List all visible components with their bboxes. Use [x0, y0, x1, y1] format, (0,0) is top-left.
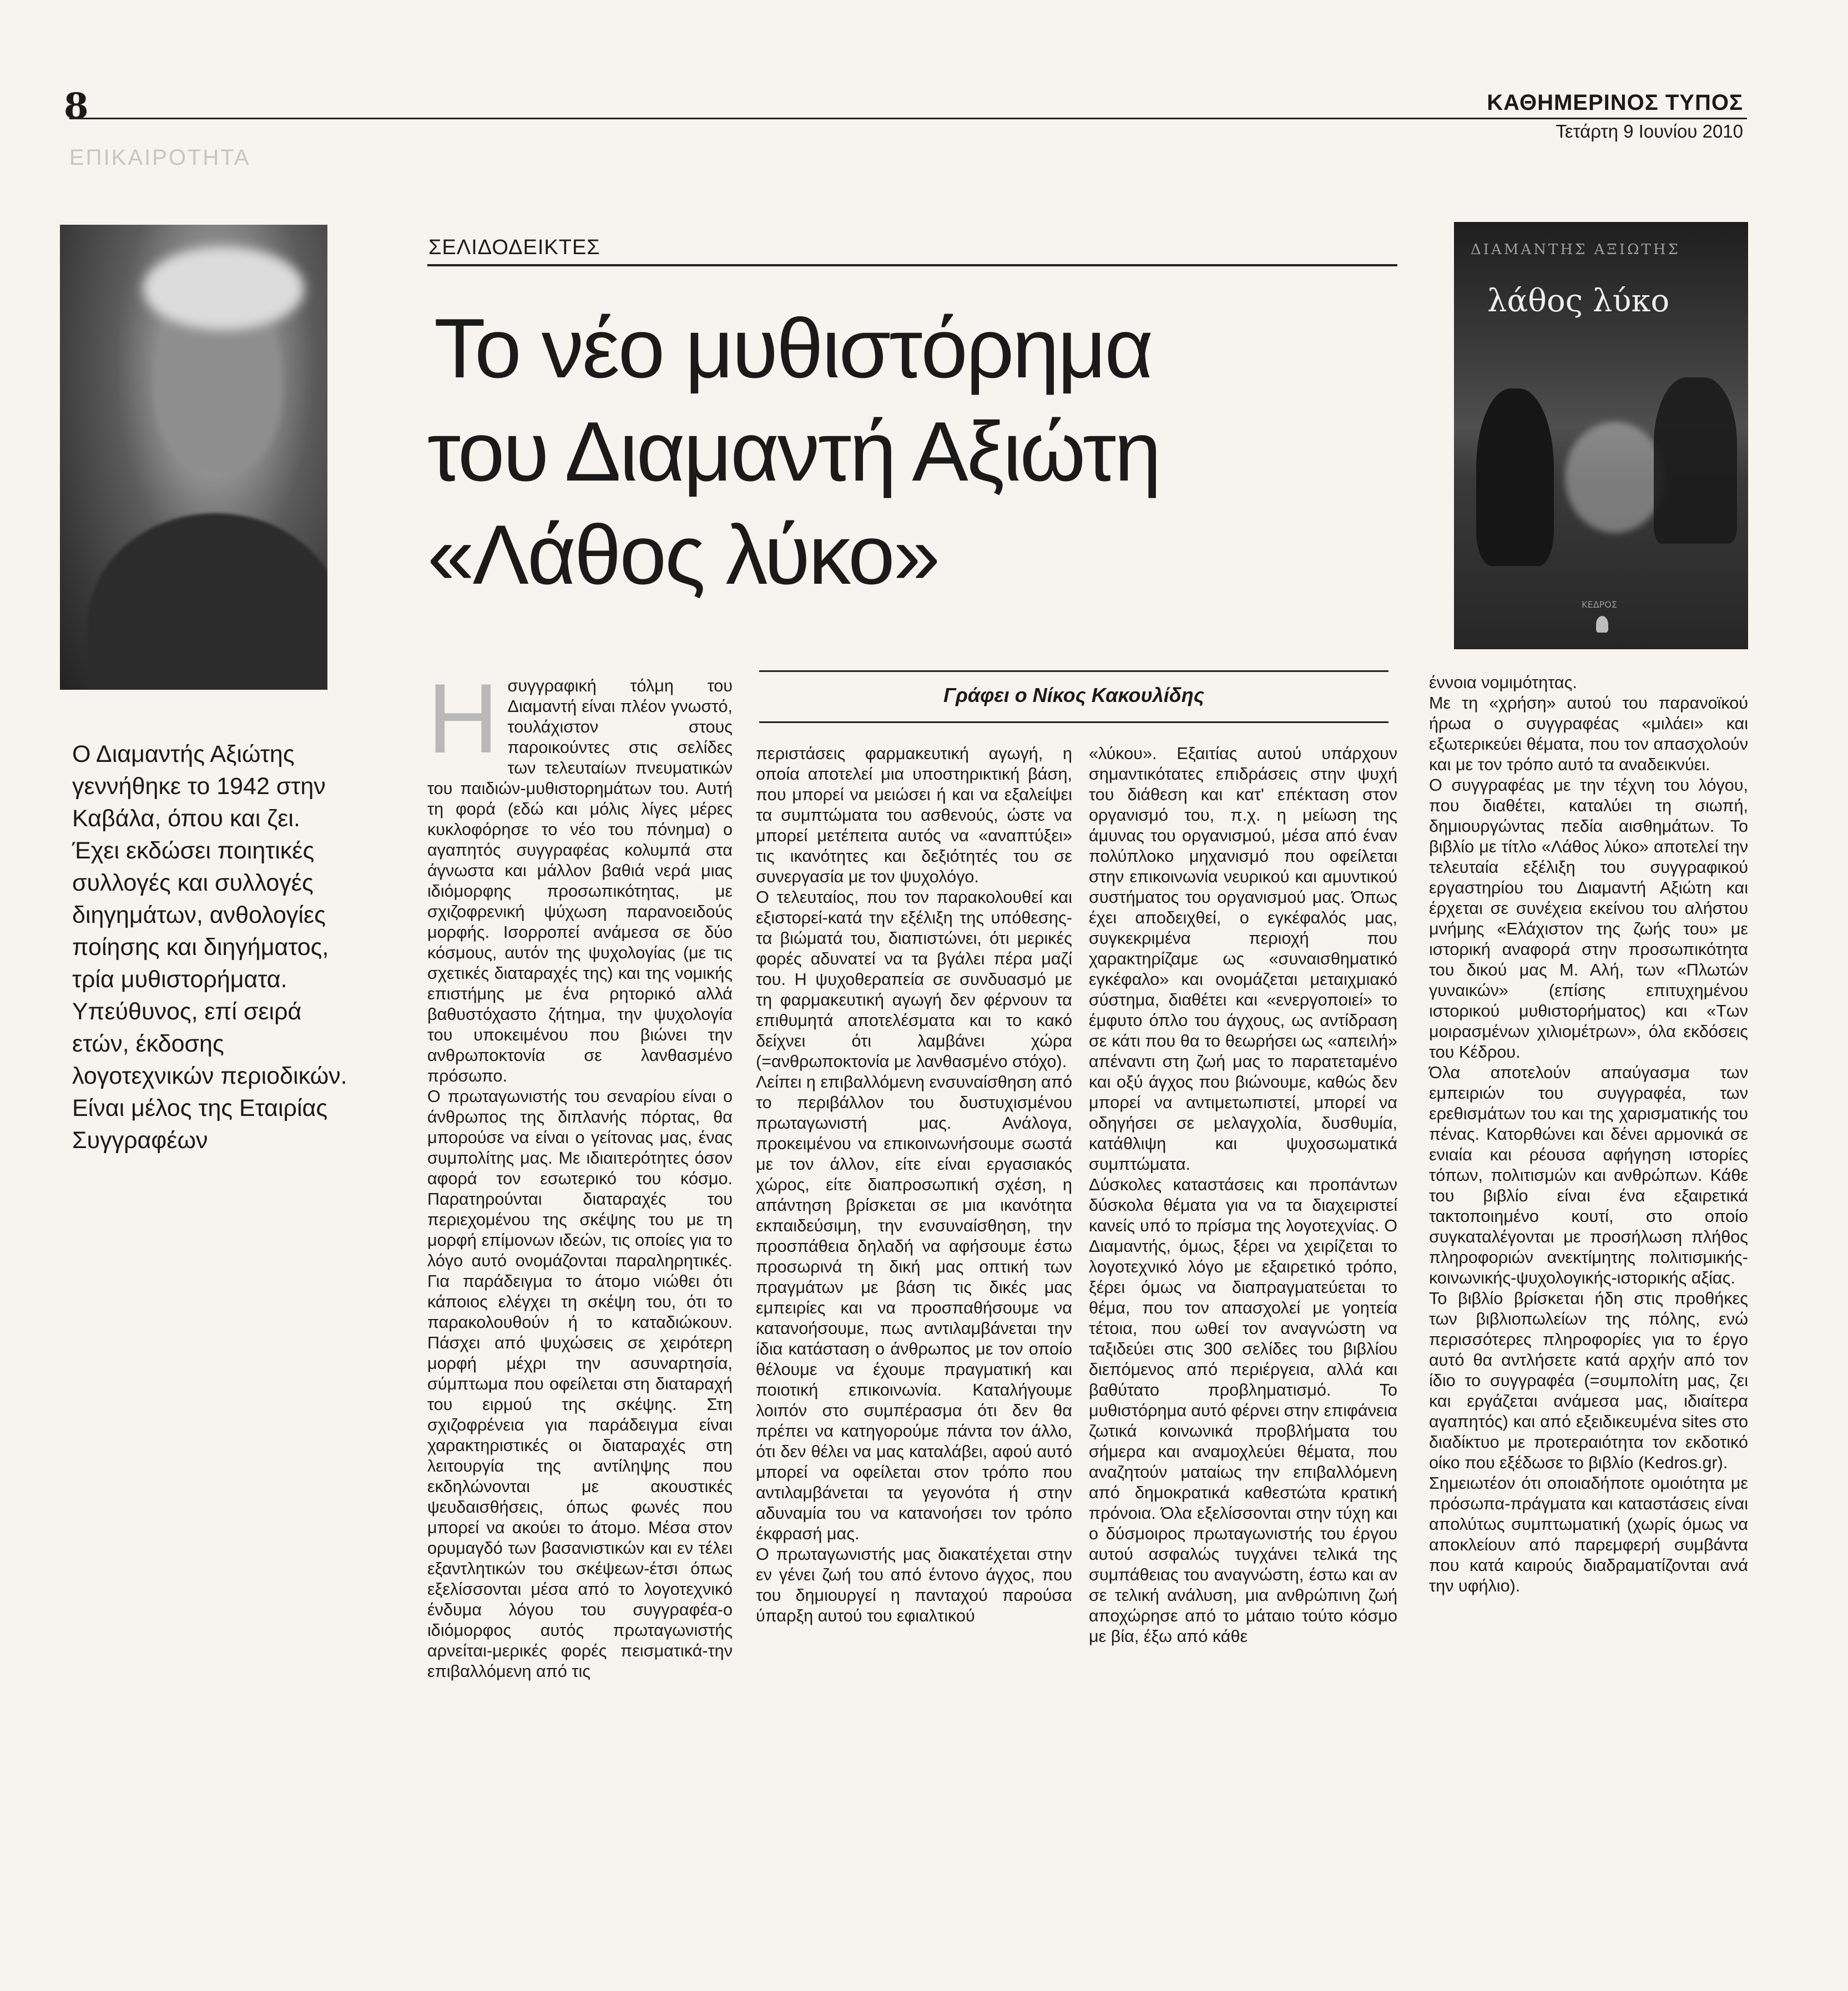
paragraph: Ο συγγραφέας με την τέχνη του λόγου, που διαθέτει, καταλύει τη σιωπή, δημιουργώντας πεδία αισθημάτων. Το βιβλίο με τίτλο «Λάθος λύκο» αποτελεί την τελευταία εξέλιξη του συγγραφικού εργαστηρίου του Διαμαντή Αξιώτη και έρχεται σε συνέχεια εκείνου του αλήστου μνήμης «Ελάχιστον της ζωής του» με ιστορική αναφορά στην προσωπικότητα του δικού μας Μ. Αλή, των «Πλωτών γυναικών» (επίσης επιτυχημένου ιστορικού μυθιστορήματος) και «Των μοιρασμένων χιλιομέτρων», όλα εκδόσεις του Κέδρου. — [1429, 776, 1748, 1062]
article-column-4 — [1429, 673, 1748, 1596]
publisher-logo-icon — [1596, 616, 1608, 633]
cover-publisher: ΚΕΔΡΟΣ — [1582, 599, 1617, 610]
section-name: ΕΠΙΚΑΙΡΟΤΗΤΑ — [69, 145, 251, 170]
paragraph: Το βιβλίο βρίσκεται ήδη στις προθήκες των βιβλιοπωλείων της πόλης, ενώ περισσότερες πληροφορίες για το έργο αυτό θα αντλήσετε κατά αρχήν από τον ίδιο το συγγραφέα (=συμπολίτη μας, ζει και εργάζεται ανάμεσα μας, ιδιαίτερα αγαπητός) και από εξειδικευμένα sites στο διαδίκτυο με προτεραιότητα τον εκδοτικό οίκο που εξέδωσε το βιβλίο (Kedros.gr). — [1429, 1289, 1748, 1472]
paragraph: Σημειωτέον ότι οποιαδήποτε ομοιότητα με πρόσωπα-πράγματα και καταστάσεις είναι απολύτως συμπτωματική (χωρίς όμως να αποκλείουν από παρεμφερή συμβάντα που κατά καιρούς διαδραματίζονται ανά την υφήλιο). — [1429, 1474, 1748, 1595]
paragraph: Ο πρωταγωνιστής του σεναρίου είναι ο άνθρωπος της διπλανής πόρτας, θα μπορούσε να είναι ο γείτονας μας, ένας συμπολίτης μας. Με ιδιαιτερότητες όσον αφορά τον εσωτερικό του κόσμο. Παρατηρούνται διαταραχές του περιεχομένου της σκέψης του με τη μορφή επίμονων ιδεών, τις οποίες για το λόγο αυτό ονομάζονται παραληρητικές. Για παράδειγμα το άτομο νιώθει ότι κάποιος ελέγχει τη σκέψη του, ότι το παρακολουθούν ή το καταδιώκουν. Πάσχει από ψυχώσεις σε χειρότερη μορφή μέχρι την ασυναρτησία, σύμπτωμα που οφείλεται στη διαταραχή του ειρμού της σκέψης. Στη σχιζοφρένεια για παράδειγμα είναι χαρακτηριστικές οι διαταραχές στη λειτουργία της αντίληψης που εκδηλώνονται με ακουστικές ψευδαισθήσεις, όπως φωνές που μπορεί να ακούει το άτομο. Μέσα στον ορυμαγδό των βασανιστικών και εν τέλει εξαντλητικών του σκέψεων-έτσι όπως εξελίσσονται μέσα από το λογοτεχνικό ένδυμα λόγου του συγγραφέα-ο ιδιόμορφος αυτός πρωταγωνιστής αρνείται-μερικές φορές πεισματικά-την επιβαλλόμενη από τις — [427, 1087, 733, 1681]
paragraph: Όλα αποτελούν απαύγασμα των εμπειριών του συγγραφέα, των ερεθισμάτων του και της χαρισματικής του πένας. Κατορθώνει και δένει αρμονικά σε ενιαία και ρέουσα αφήγηση ιστορίες τόπων, πολιτισμών και ανθρώπων. Κάθε του βιβλίο είναι ένα εξαιρετικά τακτοποιημένο κουτί, στο οποίο συγκαταλέγονται με προσήλωση πλήθος πληροφοριών ανεκτίμητης πολιτισμικής-κοινωνικής-ψυχολογικής-ιστορικής αξίας. — [1429, 1063, 1748, 1287]
article-column-3 — [1089, 744, 1397, 1647]
newspaper-name: ΚΑΘΗΜΕΡΙΝΟΣ ΤΥΠΟΣ — [1487, 90, 1743, 115]
paragraph: Ο τελευταίος, που τον παρακολουθεί και εξιστορεί-κατά την εξέλιξη της υπόθεσης-τα βιώματά του, διαπιστώνει, ότι μερικές φορές αδυνατεί να τα βγάλει πέρα μαζί του. Η ψυχοθεραπεία σε συνδυασμό με τη φαρμακευτική αγωγή δεν φέρνουν τα επιθυμητά αποτελέσματα και το κακό δείχνει ότι λαμβάνει χώρα (=ανθρωποκτονία με λανθασμένο στόχο). — [756, 888, 1072, 1071]
cover-author: ΔΙΑΜΑΝΤΗΣ ΑΞΙΩΤΗΣ — [1471, 241, 1680, 258]
author-photo — [60, 225, 327, 690]
author-bio: Ο Διαμαντής Αξιώτης γεννήθηκε το 1942 στην Καβάλα, όπου και ζει. Έχει εκδώσει ποιητικές συλλογές και συλλογές διηγημάτων, ανθολογίες ποίησης και διηγήματος, τρία μυθιστορήματα. Υπεύθυνος, επί σειρά ετών, έκδοσης λογοτεχνικών περιοδικών. Είναι μέλος της Εταιρίας Συγγραφέων — [72, 741, 347, 1154]
drop-cap: Η — [427, 663, 499, 774]
paragraph: Λείπει η επιβαλλόμενη ενσυναίσθηση από το περιβάλλον του δυστυχισμένου πρωταγωνιστή μας. Ανάλογα, προκειμένου να επικοινωνήσουμε σωστά με τον άλλον, είτε είναι εργασιακός χώρος, είτε διαπροσωπική σχέση, η απάντηση βρίσκεται σε μια ικανότητα εκπαιδεύσιμη, την ενσυναίσθηση, την προσπάθεια δηλαδή να αφήσουμε έστω προσωρινά τη δική μας οπτική των πραγμάτων με βάση τις δικές μας εμπειρίες και να προσπαθήσουμε να κατανοήσουμε, πως αντιλαμβάνεται την ίδια κατάσταση ο άνθρωπος με τον οποίο θέλουμε να έχουμε πραγματική και ποιοτική επικοινωνία. Καταλήγουμε λοιπόν στο συμπέρασμα ότι δεν θα πρέπει να κατηγορούμε πάντα τον άλλο, ότι δεν θέλει να μας καταλάβει, αφού αυτό μπορεί να οφείλεται στον τρόπο που αντιλαμβάνεται τα γεγονότα ή στην αδυναμία του να κατανοήσει τον τρόπο έκφρασή μας. — [756, 1073, 1072, 1543]
headline-line-1: Το νέο μυθιστόρημα — [434, 301, 1152, 396]
masthead-rule — [69, 118, 1747, 119]
paragraph: Δύσκολες καταστάσεις και προπάντων δύσκολα θέματα για να τα διαχειριστεί κανείς υπό το πρίσμα της λογοτεχνίας. Ο Διαμαντής, όμως, ξέρει να χειρίζεται το λογοτεχνικό λόγο με εξαιρετικό τρόπο, ξέρει όμως να διαπραγματεύεται το θέμα, που τον απασχολεί με γοητεία τέτοια, που ωθεί τον αναγνώστη να ταξιδεύει στις 300 σελίδες του βιβλίου διεπόμενος από περιέργεια, αλλά και βαθύτατο προβληματισμό. Το μυθιστόρημα αυτό φέρνει στην επιφάνεια ζωτικά κοινωνικά προβλήματα του σήμερα και αναμοχλεύει θέματα, που αναζητούν ματαίως την επιβαλλόμενη από δημοκρατικά καθεστώτα κρατική πρόνοια. Όλα εξελίσσονται στην τύχη και ο δύσμοιρος πρωταγωνιστής του έργου αυτού ασφαλώς τυγχάνει τελικά της συμπάθειας του αναγνώστη, έστω και αν σε τελική ανάλυση, μια ανθρώπινη ζωή αποχώρησε από το μάταιο τούτο κόσμο με βία, έξω από κάθε — [1089, 1175, 1397, 1646]
cover-figure-right — [1654, 377, 1737, 544]
photo-hair — [143, 247, 304, 330]
article-column-2 — [756, 744, 1072, 1626]
photo-shoulder — [88, 513, 327, 690]
cover-light — [1565, 422, 1665, 533]
publication-date: Τετάρτη 9 Ιουνίου 2010 — [1556, 121, 1743, 142]
paragraph: περιστάσεις φαρμακευτική αγωγή, η οποία αποτελεί μια υποστηρικτική βάση, που μπορεί να μειώσει ή και να εξαλείψει τα συμπτώματα του ασθενούς, ώστε να μπορεί μετέπειτα αυτός να «αναπτύξει» τις ικανότητες και δεξιότητές του σε συνεργασία με τον ψυχολόγο. — [756, 744, 1072, 886]
paragraph: «λύκου». Εξαιτίας αυτού υπάρχουν σημαντικότατες επιδράσεις στην ψυχή του διάθεση και κατ' επέκταση στον οργανισμό του, π.χ. η μείωση της άμυνας του οργανισμού, μέσα από έναν πολύπλοκο μηχανισμό που οφείλεται στην επικοινωνία νευρικού και αμυντικού συστήματος του οργανισμού μας. Όπως έχει αποδειχθεί, ο εγκέφαλός μας, συγκεκριμένα περιοχή που χαρακτηρίζαμε ως «συναισθηματικό εγκέφαλο» και ονομάζεται μεταιχμιακό σύστημα, διαθέτει και «ενεργοποιεί» το έμφυτο όπλο του άγχους, ως αντίδραση σε κάτι που θα το θεωρήσει ως «απειλή» απέναντι στη ζωή μας το παρατεταμένο και οξύ άγχος που βιώνουμε, καθώς δεν μπορεί να αντιμετωπιστεί, μπορεί να οδηγήσει σε μελαγχολία, δυσθυμία, κατάθλιψη και ψυχοσωματικά συμπτώματα. — [1089, 744, 1397, 1174]
page-number: 8 — [64, 85, 89, 127]
headline-line-3: «Λάθος λύκο» — [427, 508, 939, 602]
cover-figure — [1476, 388, 1554, 566]
book-cover — [1454, 222, 1748, 649]
byline-rule-bottom — [759, 721, 1388, 723]
article-headline — [427, 297, 1404, 607]
column-kicker: ΣΕΛΙΔΟΔΕΙΚΤΕΣ — [428, 236, 600, 259]
cover-title: λάθος λύκο — [1487, 283, 1670, 319]
paragraph: Με τη «χρήση» αυτού του παρανοϊκού ήρωα ο συγγραφέας «μιλάει» και εξωτερικεύει θέματα, που τον απασχολούν και με τον τρόπο αυτό τα αναδεικνύει. — [1429, 694, 1748, 774]
kicker-rule — [427, 264, 1397, 266]
paragraph — [427, 663, 733, 1087]
paragraph: Ο πρωταγωνιστής μας διακατέχεται στην εν γένει ζωή του από έντονο άγχος, που του δημιουργεί η πανταχού παρούσα ύπαρξη αυτού του εφιαλτικού — [756, 1545, 1072, 1625]
headline-line-2: του Διαμαντή Αξιώτη — [427, 405, 1160, 499]
article-column-1 — [427, 663, 733, 1682]
paragraph: έννοια νομιμότητας. — [1429, 673, 1577, 692]
paragraph-text: συγγραφική τόλμη του Διαμαντή είναι πλέον γνωστό, τουλάχιστον στους παροικούντες στις σελίδες των τελευταίων πνευματικών του παιδιών-μυθιστορημάτων του. Αυτή τη φορά (εδώ και μόλις λίγες μέρες κυκλοφόρησε το νέο του πόνημα) ο αγαπητός συγγραφέας κολυμπά στα άγνωστα και μάλλον βαθιά νερά μιας ιδιόμορφης προσωπικότητας, με σχιζοφρενική ψύχωση παρανοειδούς μορφής. Ισορροπεί ανάμεσα σε δύο κόσμους, αυτόν της ψυχολογίας (με τις σχετικές διαταραχές της) και της νομικής επιστήμης με ένα ρητορικό αλλά βαθυστόχαστο ζήτημα, την ψυχολογία του υποκειμένου που βιώνει την ανθρωποκτονία σε λανθασμένο πρόσωπο. — [427, 676, 733, 1085]
byline-rule-top — [759, 670, 1388, 672]
article-byline: Γράφει ο Νίκος Κακουλίδης — [943, 684, 1204, 706]
